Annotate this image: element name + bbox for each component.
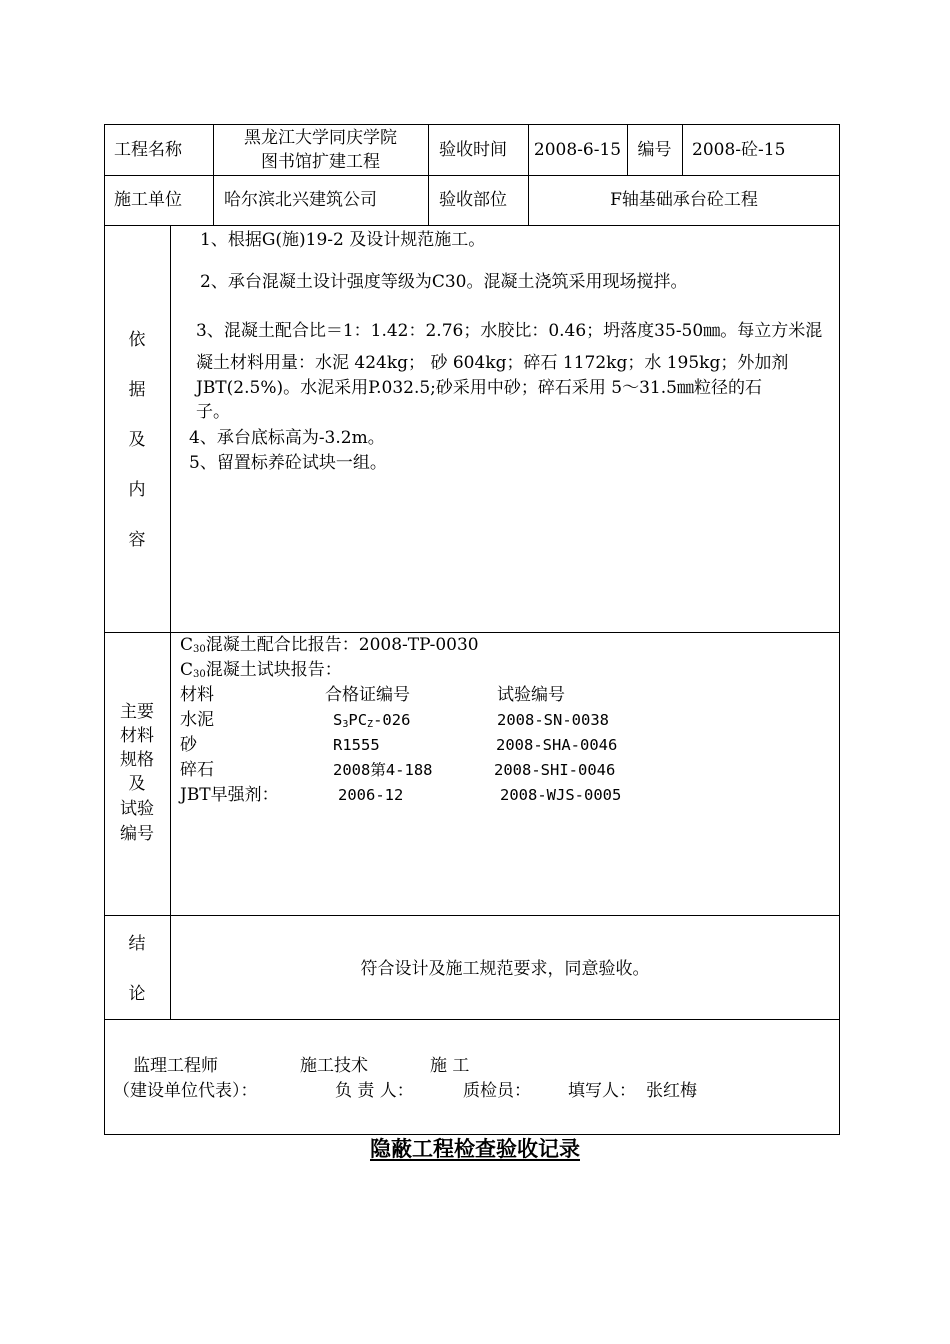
material-row-4-cert: 2006-12	[338, 786, 404, 804]
material-row-2-test: 2008-SHA-0046	[496, 736, 618, 754]
materials-label-line-2: 材料	[120, 726, 154, 746]
header-material: 材料	[180, 685, 214, 705]
materials-label-line-1: 主要	[120, 702, 154, 722]
acceptance-time-value: 2008-6-15	[533, 140, 622, 160]
material-row-3-name: 碎石	[180, 760, 214, 780]
cert-part-z: Z	[367, 719, 374, 730]
materials-label-line-5: 试验	[120, 799, 154, 819]
acceptance-part-label: 验收部位	[439, 190, 507, 210]
materials-label-line-6: 编号	[120, 824, 154, 844]
block-report-prefix: C	[180, 660, 194, 680]
block-report-sub: 30	[193, 669, 206, 680]
cert-part-s: S	[333, 711, 343, 729]
project-name-label: 工程名称	[114, 140, 182, 160]
basis-line-5: JBT(2.5%)。水泥采用P.032.5;砂采用中砂；碎石采用 5～31.5㎜粒径的石	[196, 378, 762, 398]
material-row-2-cert: R1555	[333, 736, 380, 754]
project-name-line1: 黑龙江大学同庆学院	[244, 128, 397, 148]
number-value: 2008-砼-15	[692, 140, 786, 160]
mix-ratio-report	[180, 634, 479, 661]
material-row-1-cert	[333, 709, 410, 736]
col-divider-project-value	[428, 124, 429, 225]
basis-line-6: 子。	[196, 402, 230, 422]
basis-label-char-4: 内	[128, 480, 146, 500]
basis-line-3: 3、混凝土配合比＝1：1.42：2.76；水胶比：0.46；坍落度35-50㎜。每立方米混	[196, 321, 823, 341]
filler-label: 填写人：	[568, 1081, 636, 1101]
supervisor-label-line1: 监理工程师	[133, 1056, 218, 1076]
material-row-1-test: 2008-SN-0038	[497, 711, 609, 729]
conclusion-label-char-2: 论	[128, 984, 146, 1004]
basis-label-char-3: 及	[128, 430, 146, 450]
basis-label-char-5: 容	[128, 530, 146, 550]
col-divider-body-label	[170, 225, 171, 1019]
row-divider-2	[104, 225, 840, 226]
material-row-4-test: 2008-WJS-0005	[500, 786, 622, 804]
filler-name: 张红梅	[646, 1081, 697, 1101]
row-divider-5	[104, 1019, 840, 1020]
tech-lead-label-line2: 负 责 人：	[335, 1081, 414, 1101]
materials-label-line-4: 及	[128, 774, 146, 794]
material-row-1-name: 水泥	[180, 710, 214, 730]
basis-line-1: 1、根据G(施)19-2 及设计规范施工。	[200, 230, 486, 250]
materials-label-line-3: 规格	[120, 750, 154, 770]
document-title-text: 隐蔽工程检查验收记录	[370, 1137, 580, 1161]
tech-lead-label-line1: 施工技术	[300, 1056, 368, 1076]
acceptance-time-label: 验收时间	[439, 140, 507, 160]
header-cert-number: 合格证编号	[325, 685, 410, 705]
basis-line-2: 2、承台混凝土设计强度等级为C30。混凝土浇筑采用现场搅拌。	[200, 272, 688, 292]
row-divider-3	[104, 632, 840, 633]
basis-line-7: 4、承台底标高为-3.2m。	[189, 428, 385, 448]
contractor-label: 施工单位	[114, 190, 182, 210]
row-divider-4	[104, 915, 840, 916]
contractor-value: 哈尔滨北兴建筑公司	[224, 190, 377, 210]
material-row-2-name: 砂	[180, 735, 197, 755]
qc-label-line2: 质检员：	[463, 1081, 531, 1101]
basis-line-8: 5、留置标养砼试块一组。	[189, 453, 387, 473]
basis-label-char-2: 据	[128, 380, 146, 400]
row-divider-1	[104, 175, 840, 176]
project-name-line2: 图书馆扩建工程	[261, 152, 380, 172]
block-report-text: 混凝土试块报告：	[205, 660, 342, 680]
document-title	[0, 1134, 950, 1164]
basis-line-4: 凝土材料用量：水泥 424kg； 砂 604kg；碎石 1172kg；水 195kg；外加剂	[196, 353, 789, 373]
basis-label-char-1: 依	[128, 330, 146, 350]
mix-report-text: 混凝土配合比报告：2008-TP-0030	[205, 635, 479, 655]
conclusion-text: 符合设计及施工规范要求，同意验收。	[360, 959, 650, 979]
mix-report-sub: 30	[193, 644, 206, 655]
col-divider-number-label	[682, 124, 683, 175]
acceptance-part-value: F轴基础承台砼工程	[610, 190, 758, 210]
conclusion-label-char-1: 结	[128, 934, 146, 954]
header-test-number: 试验编号	[497, 685, 565, 705]
cert-part-026: -026	[373, 711, 411, 729]
material-row-3-test: 2008-SHI-0046	[494, 761, 616, 779]
cert-part-pc: PC	[348, 711, 368, 729]
supervisor-label-line2: （建设单位代表）：	[113, 1081, 258, 1101]
mix-report-prefix: C	[180, 635, 194, 655]
material-row-4-name: JBT早强剂：	[180, 785, 279, 805]
number-label: 编号	[637, 140, 672, 160]
qc-label-line1: 施 工	[430, 1056, 470, 1076]
cert-part-3: 3	[342, 719, 349, 730]
test-block-report	[180, 659, 342, 686]
material-row-3-cert: 2008第4-188	[333, 761, 433, 779]
